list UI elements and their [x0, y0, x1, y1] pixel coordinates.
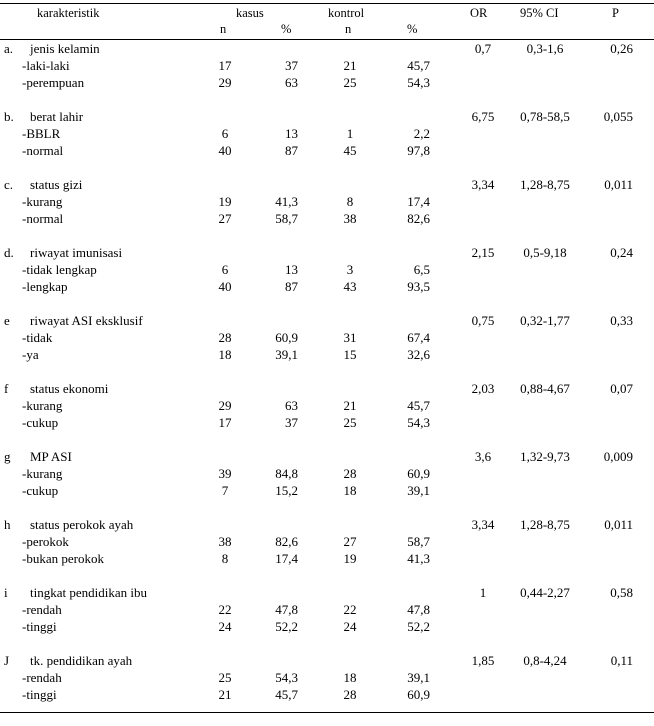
row-kontrol-pct: 60,9	[407, 466, 430, 482]
row-kasus-n: 22	[218, 602, 232, 618]
row-kasus-pct: 37	[285, 58, 298, 74]
row-kasus-pct: 13	[285, 126, 298, 142]
row-kasus-n: 39	[218, 466, 232, 482]
row-kasus-n: 8	[221, 551, 229, 567]
row-kasus-pct: 54,3	[275, 670, 298, 686]
row-kasus-pct: 84,8	[275, 466, 298, 482]
group-or: 0,75	[471, 313, 495, 328]
header-kasus-pct: %	[281, 22, 292, 36]
header-kasus-n: n	[220, 22, 227, 36]
row-kontrol-n: 22	[343, 602, 357, 618]
header-karakteristik: karakteristik	[37, 6, 100, 20]
row-kasus-n: 29	[218, 75, 232, 91]
group-letter: c.	[4, 177, 14, 192]
row-kontrol-n: 43	[343, 279, 357, 295]
group-ci: 1,32-9,73	[520, 449, 570, 464]
group-letter: J	[4, 653, 10, 668]
row-label: -bukan perokok	[22, 551, 104, 567]
row-kasus-n: 28	[218, 330, 232, 346]
group-p: 0,011	[604, 517, 633, 532]
row-kasus-pct: 13	[285, 262, 298, 278]
group-p: 0,011	[604, 177, 633, 192]
row-kasus-pct: 41,3	[275, 194, 298, 210]
row-label: -kurang	[22, 398, 63, 414]
group-letter: g	[4, 449, 11, 464]
row-label: -laki-laki	[22, 58, 70, 74]
row-kontrol-n: 19	[343, 551, 357, 567]
group-ci: 0,88-4,67	[520, 381, 570, 396]
group-name: status gizi	[30, 177, 83, 192]
row-kontrol-pct: 97,8	[407, 143, 430, 159]
row-kasus-n: 18	[218, 347, 232, 363]
group-name: status ekonomi	[30, 381, 109, 396]
row-label: -kurang	[22, 466, 63, 482]
header-kontrol-pct: %	[407, 22, 418, 36]
row-kasus-pct: 17,4	[275, 551, 298, 567]
row-kontrol-pct: 39,1	[407, 670, 430, 686]
group-or: 2,03	[471, 381, 495, 396]
group-p: 0,009	[603, 449, 633, 464]
row-kontrol-n: 25	[343, 415, 357, 431]
row-kontrol-pct: 6,5	[413, 262, 430, 278]
group-ci: 1,28-8,75	[520, 177, 570, 192]
group-or: 6,75	[471, 109, 495, 124]
row-kontrol-pct: 41,3	[407, 551, 430, 567]
row-kontrol-pct: 32,6	[407, 347, 430, 363]
group-ci: 0,3-1,6	[526, 41, 564, 56]
group-or: 1	[479, 585, 487, 600]
row-kontrol-n: 28	[343, 466, 357, 482]
row-kontrol-pct: 45,7	[407, 58, 430, 74]
row-kasus-n: 17	[218, 58, 232, 74]
row-kontrol-n: 31	[343, 330, 357, 346]
group-letter: e	[4, 313, 10, 328]
row-kasus-n: 25	[218, 670, 232, 686]
row-kontrol-pct: 60,9	[407, 687, 430, 703]
header-kontrol: kontrol	[328, 6, 365, 20]
row-kontrol-pct: 45,7	[407, 398, 430, 414]
group-name: riwayat imunisasi	[30, 245, 123, 260]
group-ci: 0,44-2,27	[520, 585, 570, 600]
group-p: 0,26	[610, 41, 633, 56]
row-kasus-pct: 60,9	[275, 330, 298, 346]
row-label: -tidak lengkap	[22, 262, 97, 278]
row-kontrol-n: 45	[343, 143, 357, 159]
header-p: P	[612, 6, 619, 20]
row-kontrol-n: 21	[343, 398, 357, 414]
group-letter: h	[4, 517, 11, 532]
row-kontrol-n: 21	[343, 58, 357, 74]
group-letter: f	[4, 381, 9, 396]
group-ci: 0,8-4,24	[523, 653, 567, 668]
row-kontrol-n: 38	[343, 211, 357, 227]
group-p: 0,58	[610, 585, 633, 600]
row-kasus-pct: 63	[285, 75, 298, 91]
group-ci: 0,78-58,5	[520, 109, 570, 124]
row-kontrol-n: 28	[343, 687, 357, 703]
group-p: 0,11	[610, 653, 633, 668]
group-name: tingkat pendidikan ibu	[30, 585, 147, 600]
group-p: 0,33	[610, 313, 633, 328]
row-label: -rendah	[22, 602, 62, 618]
row-kasus-pct: 63	[285, 398, 298, 414]
group-ci: 0,32-1,77	[520, 313, 570, 328]
row-kontrol-pct: 67,4	[407, 330, 430, 346]
row-kasus-n: 6	[221, 262, 229, 278]
row-kasus-n: 21	[218, 687, 232, 703]
group-letter: i	[4, 585, 8, 600]
row-kontrol-pct: 93,5	[407, 279, 430, 295]
group-ci: 0,5-9,18	[523, 245, 567, 260]
row-kasus-n: 40	[218, 143, 232, 159]
row-kasus-pct: 87	[285, 143, 298, 159]
row-kontrol-pct: 54,3	[407, 75, 430, 91]
group-name: tk. pendidikan ayah	[30, 653, 133, 668]
group-or: 3,34	[471, 177, 495, 192]
row-kontrol-pct: 2,2	[413, 126, 430, 142]
group-name: MP ASI	[30, 449, 72, 464]
row-label: -lengkap	[22, 279, 68, 295]
row-kontrol-n: 15	[343, 347, 357, 363]
row-kontrol-n: 25	[343, 75, 357, 91]
row-kasus-n: 24	[218, 619, 232, 635]
group-or: 0,7	[474, 41, 492, 56]
row-label: -BBLR	[22, 126, 61, 142]
row-kontrol-n: 1	[346, 126, 354, 142]
group-name: riwayat ASI eksklusif	[30, 313, 143, 328]
row-kontrol-pct: 52,2	[407, 619, 430, 635]
row-label: -normal	[22, 143, 64, 159]
group-or: 3,34	[471, 517, 495, 532]
row-label: -tinggi	[22, 687, 57, 703]
row-label: -kurang	[22, 194, 63, 210]
group-p: 0,07	[610, 381, 633, 396]
row-kasus-pct: 87	[285, 279, 298, 295]
row-kasus-n: 19	[218, 194, 232, 210]
group-p: 0,055	[603, 109, 633, 124]
row-label: -tidak	[22, 330, 53, 346]
group-or: 1,85	[471, 653, 495, 668]
header-or: OR	[470, 6, 488, 20]
row-kasus-n: 17	[218, 415, 232, 431]
group-letter: a.	[4, 41, 14, 56]
row-kasus-n: 7	[221, 483, 229, 499]
row-kontrol-pct: 82,6	[407, 211, 430, 227]
row-label: -perokok	[22, 534, 69, 550]
row-kasus-n: 29	[218, 398, 232, 414]
group-or: 3,6	[474, 449, 492, 464]
row-label: -cukup	[22, 483, 59, 499]
table-top-rule	[0, 3, 654, 4]
group-letter: b.	[4, 109, 14, 124]
row-kasus-pct: 45,7	[275, 687, 298, 703]
row-kasus-pct: 39,1	[275, 347, 298, 363]
group-letter: d.	[4, 245, 14, 260]
row-kontrol-pct: 17,4	[407, 194, 430, 210]
row-kasus-pct: 15,2	[275, 483, 298, 499]
row-kasus-pct: 82,6	[275, 534, 298, 550]
group-name: status perokok ayah	[30, 517, 134, 532]
row-kasus-n: 40	[218, 279, 232, 295]
row-kasus-pct: 47,8	[275, 602, 298, 618]
row-kontrol-pct: 54,3	[407, 415, 430, 431]
row-kasus-n: 27	[218, 211, 232, 227]
row-kontrol-pct: 58,7	[407, 534, 430, 550]
group-ci: 1,28-8,75	[520, 517, 570, 532]
row-label: -tinggi	[22, 619, 57, 635]
row-label: -rendah	[22, 670, 62, 686]
row-kasus-pct: 37	[285, 415, 298, 431]
row-kasus-n: 6	[221, 126, 229, 142]
row-kontrol-n: 27	[343, 534, 357, 550]
header-ci: 95% CI	[520, 6, 559, 20]
group-or: 2,15	[471, 245, 495, 260]
row-kontrol-n: 18	[343, 670, 357, 686]
row-label: -normal	[22, 211, 64, 227]
row-kasus-pct: 58,7	[275, 211, 298, 227]
group-p: 0,24	[610, 245, 633, 260]
row-kontrol-n: 18	[343, 483, 357, 499]
row-label: -cukup	[22, 415, 59, 431]
group-name: berat lahir	[30, 109, 84, 124]
group-name: jenis kelamin	[30, 41, 100, 56]
row-kontrol-pct: 47,8	[407, 602, 430, 618]
header-kontrol-n: n	[345, 22, 352, 36]
row-kontrol-pct: 39,1	[407, 483, 430, 499]
row-kontrol-n: 24	[343, 619, 357, 635]
row-kontrol-n: 3	[346, 262, 354, 278]
row-kontrol-n: 8	[346, 194, 354, 210]
row-label: -ya	[22, 347, 39, 363]
header-kasus: kasus	[236, 6, 264, 20]
row-kasus-pct: 52,2	[275, 619, 298, 635]
row-kasus-n: 38	[218, 534, 232, 550]
table-bottom-rule	[0, 712, 654, 713]
row-label: -perempuan	[22, 75, 85, 91]
